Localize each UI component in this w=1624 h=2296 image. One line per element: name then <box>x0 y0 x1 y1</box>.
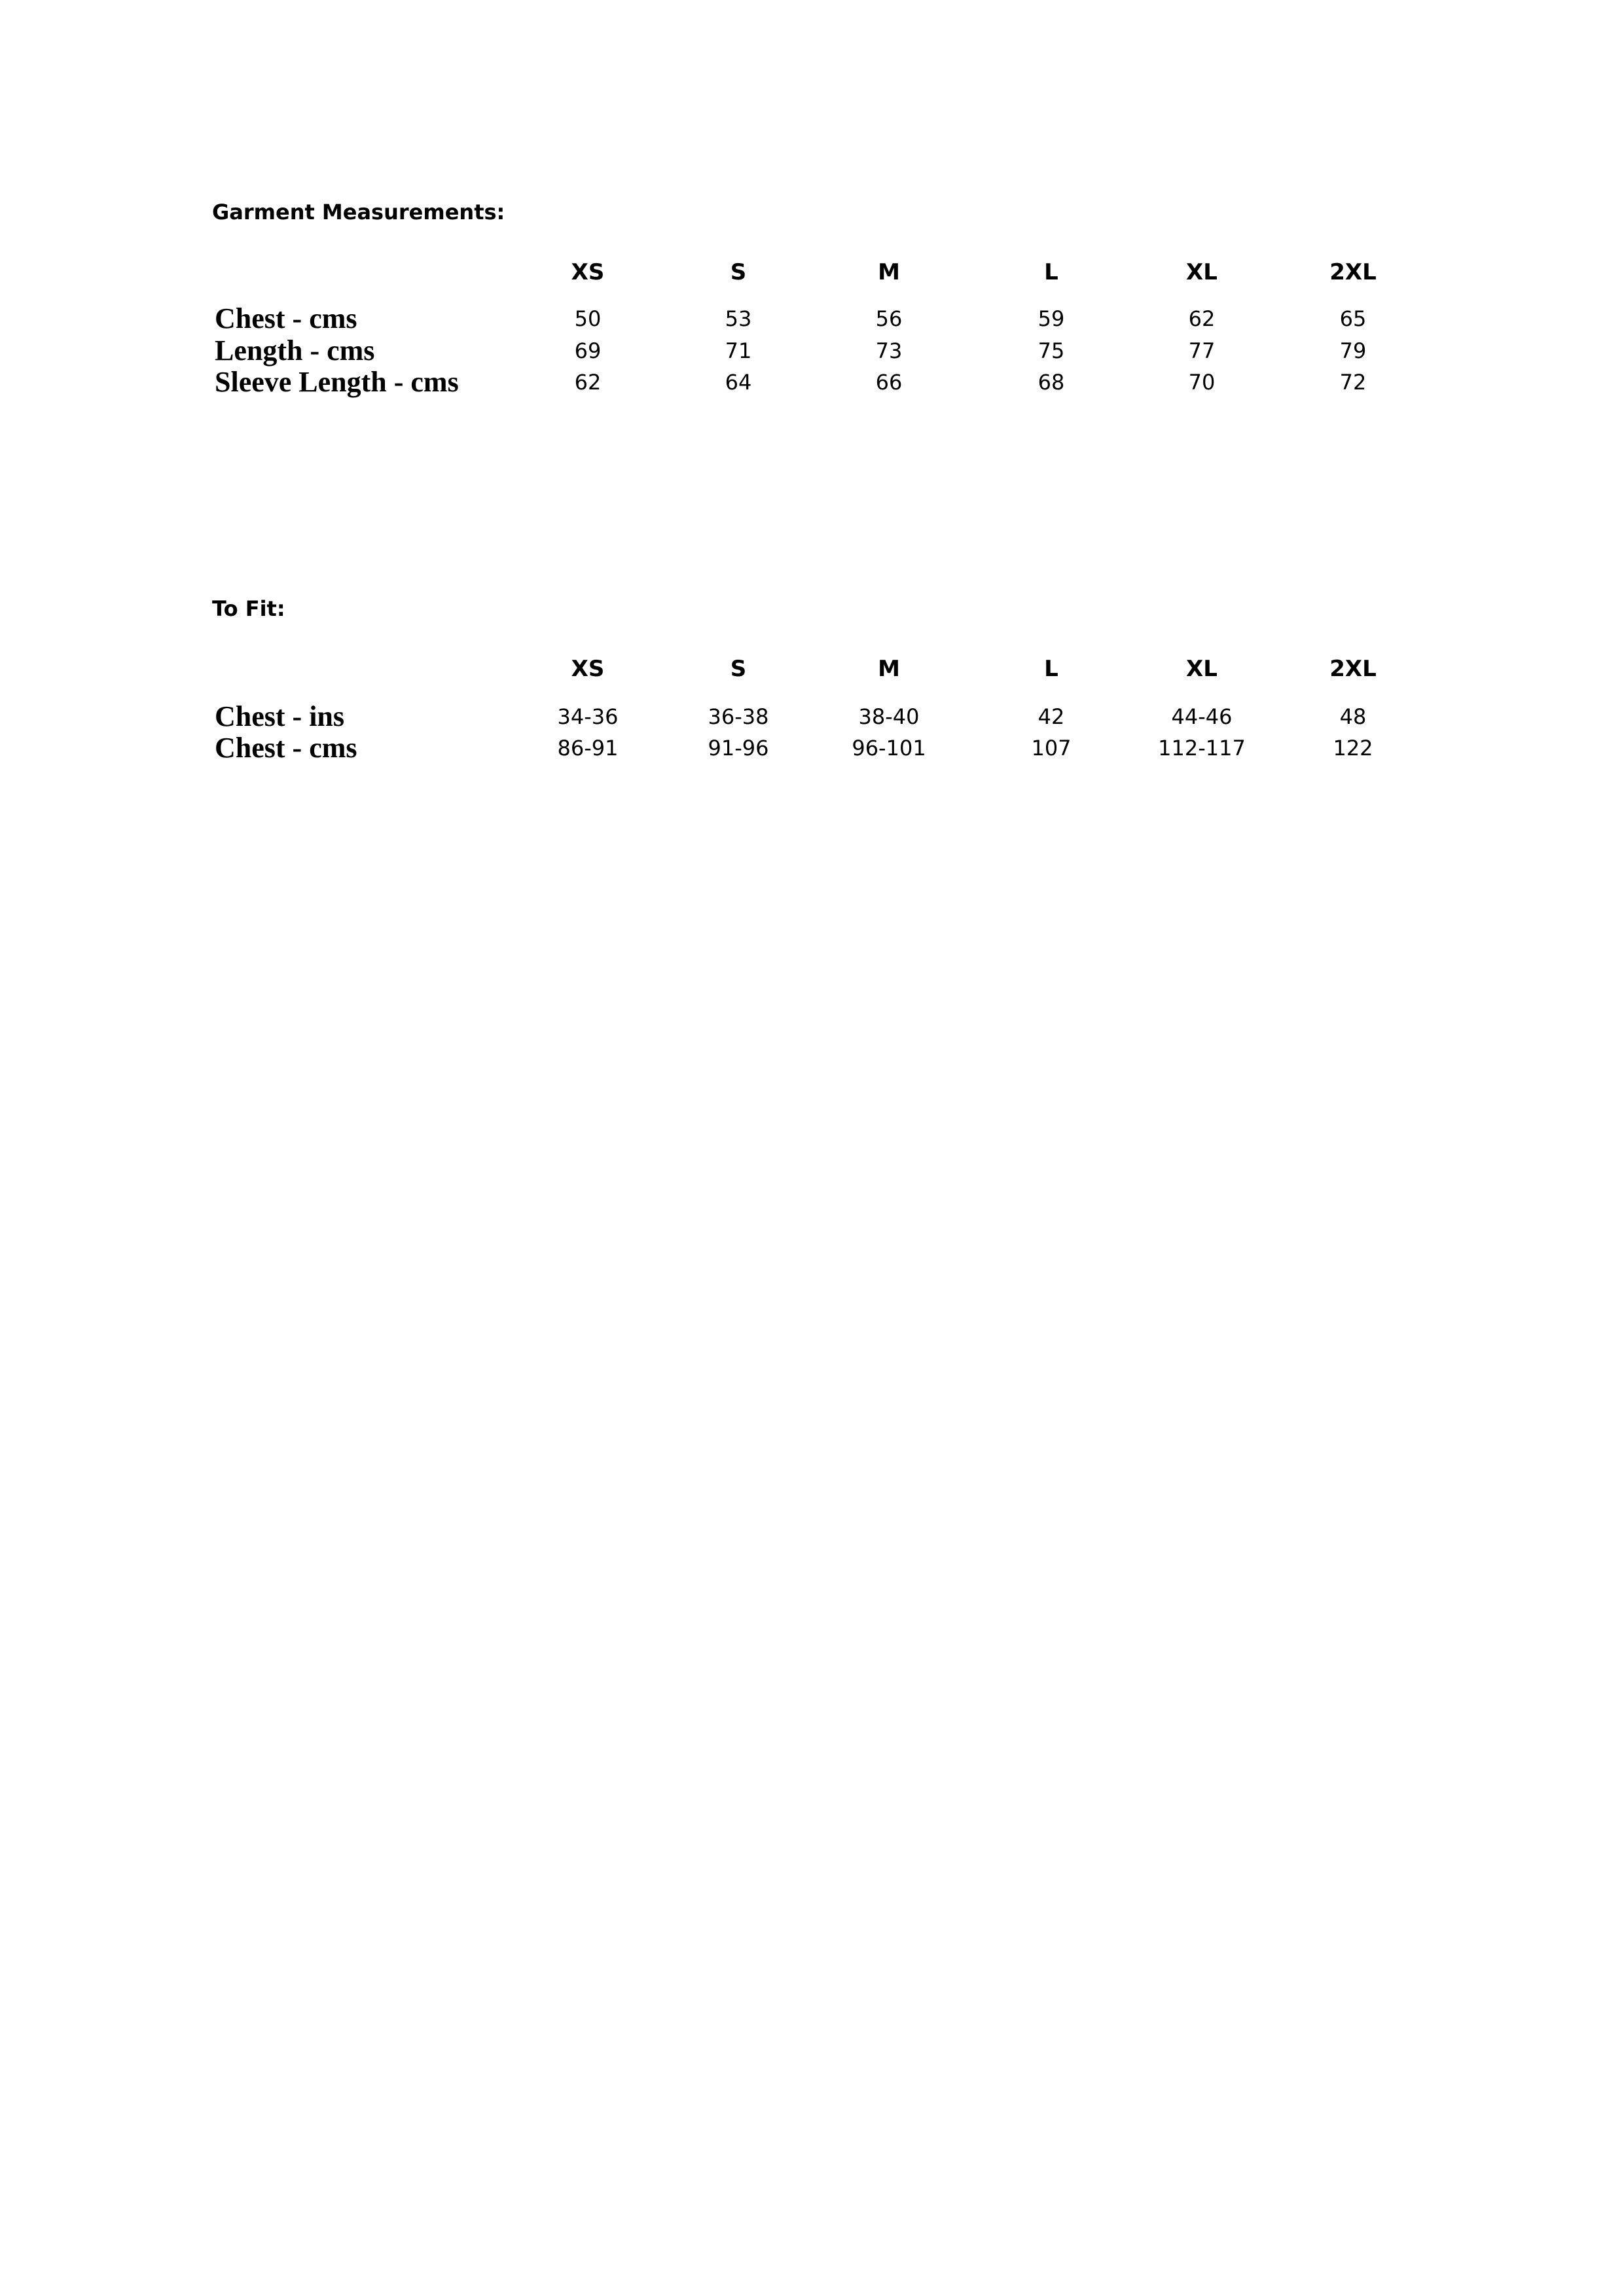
table-cell: 50 <box>574 306 602 331</box>
size-header-xl: XL <box>1186 259 1218 285</box>
table-cell: 68 <box>1038 370 1065 395</box>
size-header-l: L <box>1044 656 1058 682</box>
table-cell: 77 <box>1188 338 1216 363</box>
row-label: Sleeve Length - cms <box>215 366 459 398</box>
row-label: Chest - cms <box>215 302 357 334</box>
table-cell: 38-40 <box>858 704 920 729</box>
table-cell: 62 <box>1188 306 1216 331</box>
table-row-sleeve-length-cms <box>0 364 1624 401</box>
table-cell: 62 <box>574 370 602 395</box>
size-header-m: M <box>878 259 900 285</box>
size-header-xl: XL <box>1186 656 1218 682</box>
table-cell: 44-46 <box>1171 704 1233 729</box>
garment-measurements-title: Garment Measurements: <box>212 200 505 224</box>
table-cell: 34-36 <box>557 704 619 729</box>
size-header-2xl: 2XL <box>1329 656 1377 682</box>
table-cell: 65 <box>1339 306 1367 331</box>
table-cell: 48 <box>1339 704 1367 729</box>
size-header-s: S <box>730 656 747 682</box>
table-cell: 71 <box>725 338 752 363</box>
row-label: Length - cms <box>215 334 375 367</box>
table-cell: 56 <box>875 306 903 331</box>
size-header-row <box>0 651 1624 687</box>
row-label: Chest - cms <box>215 732 357 764</box>
table-cell: 66 <box>875 370 903 395</box>
table-row-chest-cms <box>0 730 1624 766</box>
table-cell: 112-117 <box>1158 736 1246 761</box>
table-row-chest-cms <box>0 300 1624 337</box>
size-header-m: M <box>878 656 900 682</box>
row-label: Chest - ins <box>215 700 345 732</box>
table-cell: 73 <box>875 338 903 363</box>
size-header-2xl: 2XL <box>1329 259 1377 285</box>
table-cell: 122 <box>1333 736 1373 761</box>
size-header-l: L <box>1044 259 1058 285</box>
size-header-xs: XS <box>571 656 605 682</box>
table-cell: 70 <box>1188 370 1216 395</box>
table-cell: 69 <box>574 338 602 363</box>
table-cell: 36-38 <box>708 704 769 729</box>
table-cell: 91-96 <box>708 736 769 761</box>
table-cell: 59 <box>1038 306 1065 331</box>
size-header-s: S <box>730 259 747 285</box>
table-cell: 96-101 <box>852 736 926 761</box>
size-header-xs: XS <box>571 259 605 285</box>
table-cell: 64 <box>725 370 752 395</box>
table-cell: 107 <box>1031 736 1072 761</box>
size-header-row <box>0 254 1624 291</box>
table-cell: 53 <box>725 306 752 331</box>
table-cell: 72 <box>1339 370 1367 395</box>
table-cell: 42 <box>1038 704 1065 729</box>
table-cell: 75 <box>1038 338 1065 363</box>
table-cell: 86-91 <box>557 736 619 761</box>
to-fit-title: To Fit: <box>212 596 285 621</box>
table-cell: 79 <box>1339 338 1367 363</box>
